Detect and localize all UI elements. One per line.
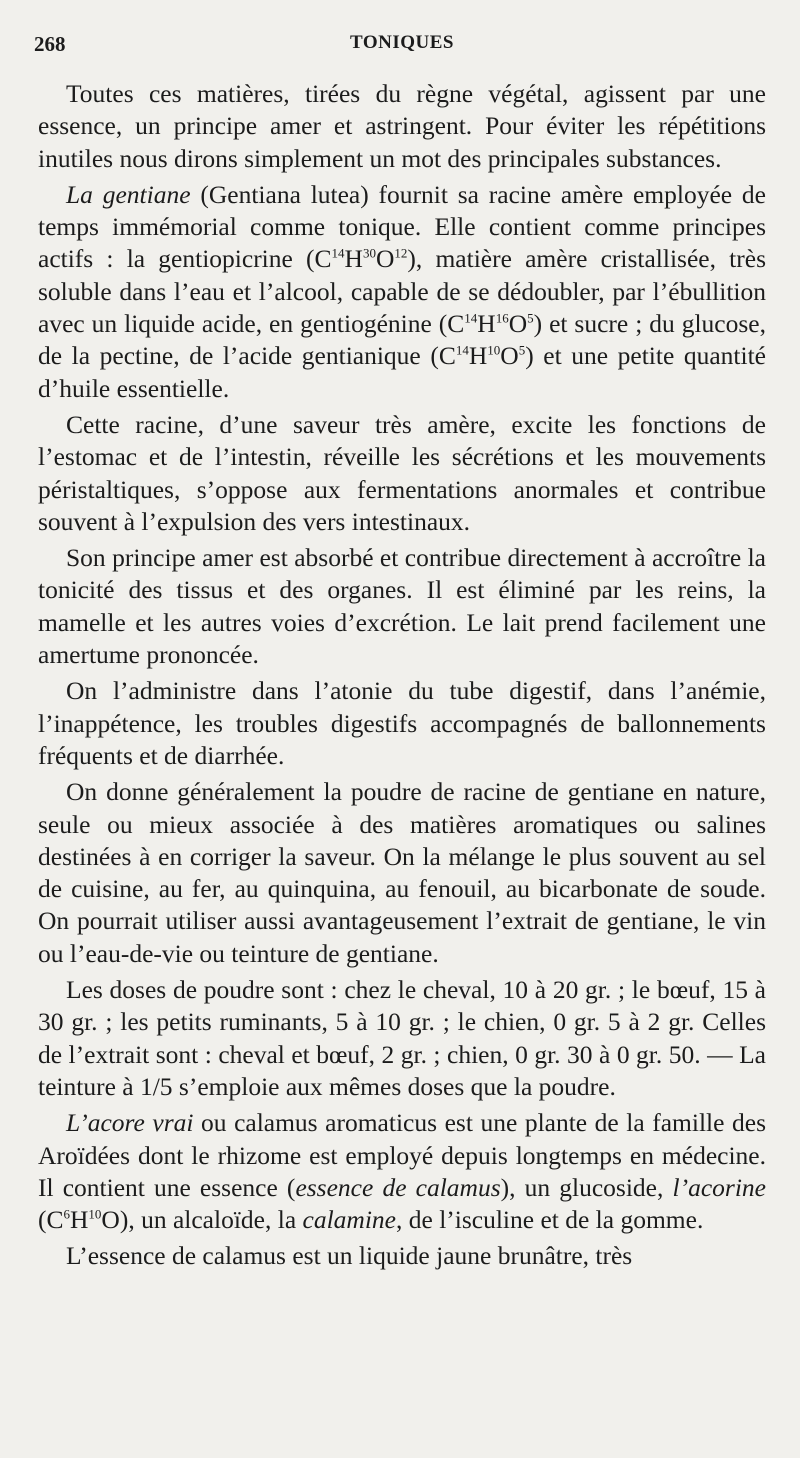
paragraph-2: La gentiane (Gentiana lutea) fournit sa racine amère employée de temps immémorial comme tonique. Elle contient comme principes actifs : la gentiopicrine $(C^{14}H^{30}O^{12})$, matière amère cristallisée, très soluble dans l’eau et l’alcool, capable de se dédoubler, par l’ébullition avec un liquide acide, en gentiogénine $(C^{14}H^{16}O^5)$ et sucre ; du glucose, de la pectine, de l’acide gentianique $(C^{14}H^{10}O^5)$ et une petite quantité d’huile essentielle. [38, 179, 767, 403]
paragraph-8: L’acore vrai ou calamus aromaticus est une plante de la famille des Aroïdées dont le rhizome est employé depuis longtemps en médecine. Il contient une essence (essence de calamus), un glucoside, l’acorine $(C^6H^{10}O)$, un alcaloïde, la calamine, de l’isculine et de la gomme. [38, 1108, 766, 1235]
running-head: TONIQUES [350, 32, 454, 53]
paragraph-6: On donne généralement la poudre de racine de gentiane en nature, seule ou mieux associée à des matières aromatiques ou salines destinées à en corriger la saveur. On la mélange le plus souvent au sel de cuisine, au fer, au quinquina, au fenouil, au bicarbonate de soude. On pourrait utiliser aussi avantageusement l’extrait de gentiane, le vin ou l’eau-de-vie ou teinture de gentiane. [38, 777, 766, 968]
paragraph-1: Toutes ces matières, tirées du règne végétal, agissent par une essence, un principe amer et astringent. Pour éviter les répétitions inutiles nous dirons simplement un mot des principales substances. [38, 79, 766, 173]
paragraph-4: Son principe amer est absorbé et contribue directement à accroître la tonicité des tissus et des organes. Il est éliminé par les reins, la mamelle et les autres voies d’excrétion. Le lait prend facilement une amertume prononcée. [38, 543, 766, 670]
paragraph-5: On l’administre dans l’atonie du tube digestif, dans l’anémie, l’inappétence, les troubles digestifs accompagnés de ballonnements fréquents et de diarrhée. [38, 676, 766, 770]
paragraph-9: L’essence de calamus est un liquide jaune brunâtre, très [66, 1241, 633, 1271]
page-header [34, 32, 770, 60]
paragraph-3: Cette racine, d’une saveur très amère, excite les fonctions de l’estomac et de l’intestin, réveille les sécrétions et les mouvements péristaltiques, s’oppose aux fermentations anormales et contribue souvent à l’expulsion des vers intestinaux. [38, 409, 766, 536]
page-number: 268 [34, 32, 66, 56]
paragraph-7: Les doses de poudre sont : chez le cheval, 10 à 20 gr. ; le bœuf, 15 à 30 gr. ; les petits ruminants, 5 à 10 gr. ; le chien, 0 gr. 5 à 2 gr. Celles de l’extrait sont : cheval et bœuf, 2 gr. ; chien, 0 gr. 30 à 0 gr. 50. — La teinture à 1/5 s’emploie aux mêmes doses que la poudre. [38, 975, 766, 1101]
body-text [38, 78, 766, 1273]
